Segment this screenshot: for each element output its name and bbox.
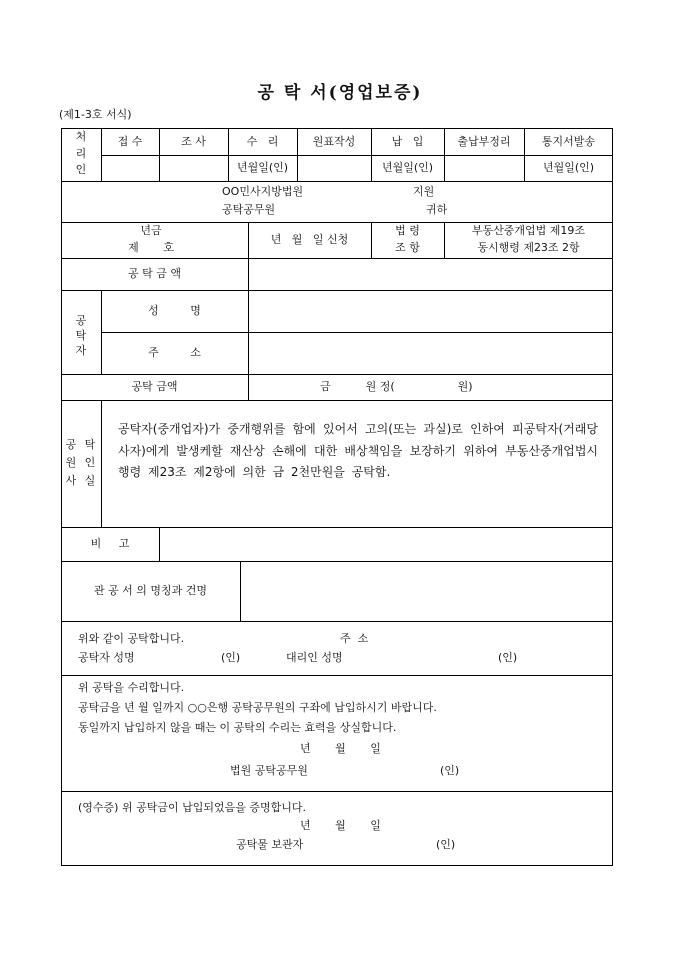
- declaration-text: 위와 같이 공탁합니다.: [78, 632, 185, 645]
- office-label: 관 공 서 의 명칭과 건명: [93, 584, 208, 597]
- receipt-text: (영수증) 위 공탁금이 납입되었음을 증명합니다.: [78, 801, 306, 814]
- officer-seal: (인): [440, 764, 460, 777]
- document-title: 공 탁 서(영업보증): [257, 83, 423, 103]
- court-branch: 지원: [413, 185, 435, 198]
- divider: [248, 258, 249, 400]
- divider: [159, 527, 160, 561]
- deposit-officer: 공탁공무원: [222, 203, 276, 216]
- name-label: 성 명: [148, 304, 201, 317]
- depositor-seal: (인): [221, 651, 241, 664]
- depositor-label: 공 탁 자: [75, 314, 87, 357]
- date-stamp: 년월일(인): [542, 161, 595, 174]
- cause-label: 공 원 사: [65, 438, 77, 487]
- cause-label: 탁 인 실: [84, 438, 96, 487]
- date-stamp: 년월일(인): [236, 161, 289, 174]
- agent-seal: (인): [498, 651, 518, 664]
- court-officer-label: 법원 공탁공무원: [230, 764, 308, 777]
- divider: [61, 621, 613, 622]
- cause-text: 공탁자(중개업자)가 중개행위를 함에 있어서 고의(또는 과실)로 인하여 피공탁자(거래당사자)에게 발생케할 재산상 손해에 대한 배상책임을 보장하기 위하여 부동산중개업법시행령 제23조 제2항에 의한 금 2천만원을 공탁함.: [118, 422, 598, 479]
- amount-label: 공탁 금액: [131, 380, 178, 393]
- year-label: 년금: [140, 224, 162, 237]
- divider: [101, 400, 102, 527]
- col-acceptance: 수 리: [246, 135, 279, 148]
- keeper-seal: (인): [436, 838, 456, 851]
- divider: [61, 561, 613, 562]
- divider: [101, 155, 613, 156]
- law-label: 법 령: [395, 224, 420, 237]
- keeper-label: 공탁물 보관자: [236, 838, 304, 851]
- acceptance-text: 공탁금을 년 월 일까지 ○○은행 공탁공무원의 구좌에 납입하시기 바랍니다.: [78, 701, 437, 714]
- processor-label: 처 리 인: [75, 130, 87, 176]
- divider: [61, 290, 613, 291]
- col-ledger: 원표작성: [312, 135, 356, 148]
- divider: [61, 258, 613, 259]
- decree-reference: 동시행령 제23조 2항: [477, 241, 580, 254]
- acceptance-text: 동일까지 납입하지 않을 때는 이 공탁의 수리는 효력을 상실합니다.: [78, 721, 397, 734]
- declaration-address-label: 주 소: [340, 632, 369, 645]
- honorific: 귀하: [426, 203, 448, 216]
- col-cashbook: 출납부정리: [457, 135, 511, 148]
- form-number: (제1-3호 서식): [59, 108, 132, 121]
- application-date: 년 월 일 신청: [270, 233, 349, 246]
- address-label: 주 소: [148, 346, 201, 359]
- divider: [61, 791, 613, 792]
- number-label: 제 호: [128, 241, 174, 254]
- divider: [101, 290, 102, 374]
- divider: [61, 527, 613, 528]
- agent-name-label: 대리인 성명: [286, 651, 343, 664]
- depositor-name-label: 공탁자 성명: [78, 651, 135, 664]
- deposit-amount-label: 공 탁 금 액: [128, 267, 181, 280]
- col-payment: 납 입: [391, 135, 424, 148]
- amount-value: 금 원 정( 원): [320, 380, 473, 393]
- receipt-date: 년 월 일: [300, 819, 381, 832]
- divider: [101, 332, 613, 333]
- law-reference: 부동산중개업법 제19조: [471, 224, 586, 237]
- divider: [61, 181, 613, 182]
- divider: [240, 561, 241, 621]
- acceptance-date: 년 월 일: [300, 742, 381, 755]
- article-label: 조 항: [395, 241, 420, 254]
- col-receipt: 접 수: [117, 135, 143, 148]
- court-name: OO민사지방법원: [222, 185, 304, 198]
- divider: [61, 400, 613, 401]
- col-investigation: 조 사: [181, 135, 206, 148]
- remarks-label: 비 고: [90, 537, 130, 550]
- date-stamp: 년월일(인): [381, 161, 434, 174]
- divider: [61, 222, 613, 223]
- divider: [61, 675, 613, 676]
- divider: [61, 374, 613, 375]
- acceptance-text: 위 공탁을 수리합니다.: [78, 681, 185, 694]
- col-notice: 통지서발송: [541, 135, 596, 148]
